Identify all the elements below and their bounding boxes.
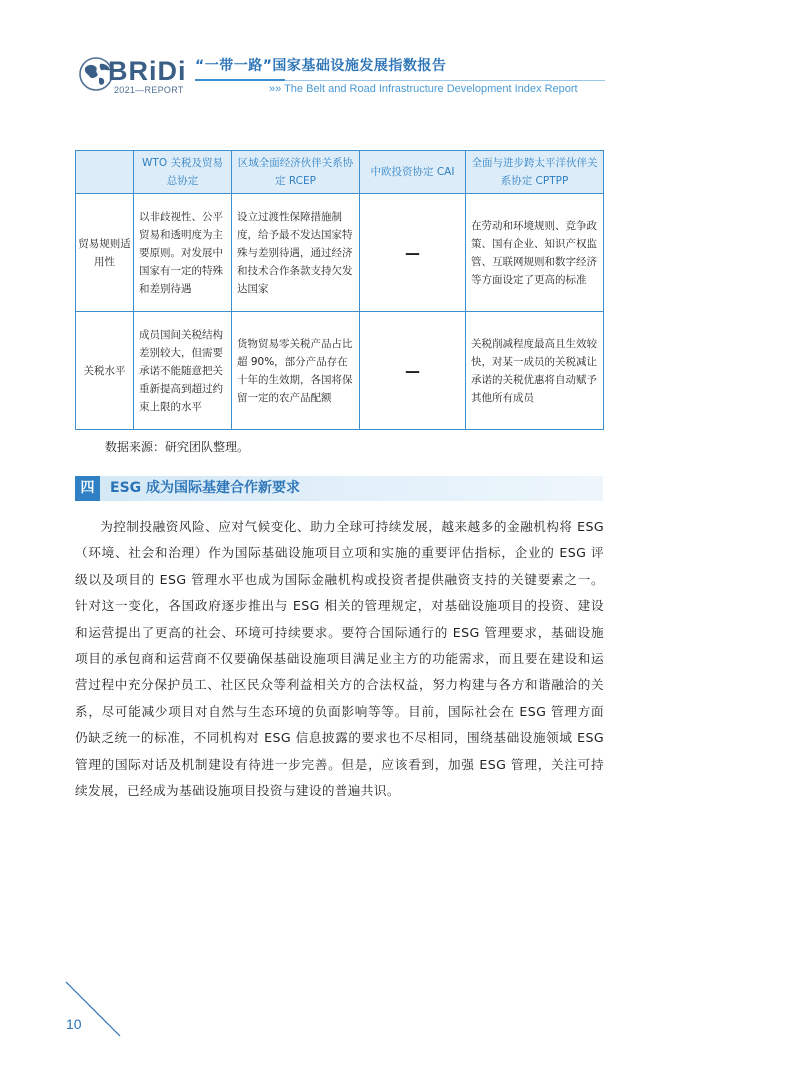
- table-header-cptpp: 全面与进步跨太平洋伙伴关系协定 CPTPP: [466, 151, 604, 194]
- section-title: ESG 成为国际基建合作新要求: [110, 480, 301, 496]
- report-title: “一带一路”国家基础设施发展指数报告: [195, 58, 447, 74]
- header-rule: [285, 80, 605, 81]
- cell-wto: 成员国间关税结构差别较大，但需要承诺不能随意把关重新提高到超过约束上限的水平: [134, 312, 232, 430]
- table-header-rcep: 区域全面经济伙伴关系协定 RCEP: [232, 151, 360, 194]
- cell-cai: —: [360, 194, 466, 312]
- cell-rcep: 货物贸易零关税产品占比超 90%，部分产品存在十年的生效期，各国将保留一定的农产品配额: [232, 312, 360, 430]
- logo-wordmark: BRiDi: [108, 56, 187, 86]
- table-header-wto: WTO 关税及贸易总协定: [134, 151, 232, 194]
- row-label: 贸易规则适用性: [76, 194, 134, 312]
- table-header-cai: 中欧投资协定 CAI: [360, 151, 466, 194]
- table-row: [76, 194, 604, 312]
- table-header-corner: [76, 151, 134, 194]
- cell-cptpp: 在劳动和环境规则、竞争政策、国有企业、知识产权监管、互联网规则和数字经济等方面设定了更高的标准: [466, 194, 604, 312]
- corner-decoration-line: [60, 978, 130, 1048]
- cell-cptpp: 关税削减程度最高且生效较快，对某一成员的关税减让承诺的关税优惠将自动赋予其他所有成员: [466, 312, 604, 430]
- page-number: 10: [66, 1016, 82, 1032]
- cell-rcep: 设立过渡性保障措施制度，给予最不发达国家特殊与差别待遇，通过经济 和技术合作条款支持欠发达国家: [232, 194, 360, 312]
- logo-subtext: 2021—REPORT: [114, 85, 184, 95]
- section-heading-bar: [75, 476, 603, 501]
- row-label: 关税水平: [76, 312, 134, 430]
- table-row: [76, 312, 604, 430]
- report-subtitle-en: »» The Belt and Road Infrastructure Development Index Report: [269, 83, 578, 95]
- body-paragraph: 为控制投融资风险、应对气候变化、助力全球可持续发展，越来越多的金融机构将 ESG（环境、社会和治理）作为国际基础设施项目立项和实施的重要评估指标，企业的 ESG 评级以及项目的 ESG 管理水平也成为国际金融机构或投资者提供融资支持的关键要素之一。针对这一变化，各国政府逐步推出与 ESG 相关的管理规定，对基础设施项目的投资、建设和运营提出了更高的社会、环境可持续要求。要符合国际通行的 ESG 管理要求，基础设施项目的承包商和运营商不仅要确保基础设施项目满足业主方的功能需求，而且要在建设和运营过程中充分保护员工、社区民众等利益相关方的合法权益，努力构建与各方和谐融洽的关系，尽可能减少项目对自然与生态环境的负面影响等等。目前，国际社会在 ESG 管理方面仍缺乏统一的标准，不同机构对 ESG 信息披露的要求也不尽相同，围绕基础设施领域 ESG 管理的国际对话及机制建设有待进一步完善。但是，应该看到，加强 ESG 管理，关注可持续发展，已经成为基础设施项目投资与建设的普遍共识。: [75, 519, 604, 799]
- report-logo: [78, 54, 190, 100]
- cell-cai: —: [360, 312, 466, 430]
- table-source-note: 数据来源：研究团队整理。: [105, 440, 250, 454]
- agreement-comparison-table: [75, 150, 604, 430]
- section-number: 四: [75, 476, 100, 501]
- cell-wto: 以非歧视性、公平贸易和透明度为主要原则。对发展中国家有一定的特殊和差别待遇: [134, 194, 232, 312]
- table-header-row: [76, 151, 604, 194]
- header-rule-accent: [195, 79, 285, 81]
